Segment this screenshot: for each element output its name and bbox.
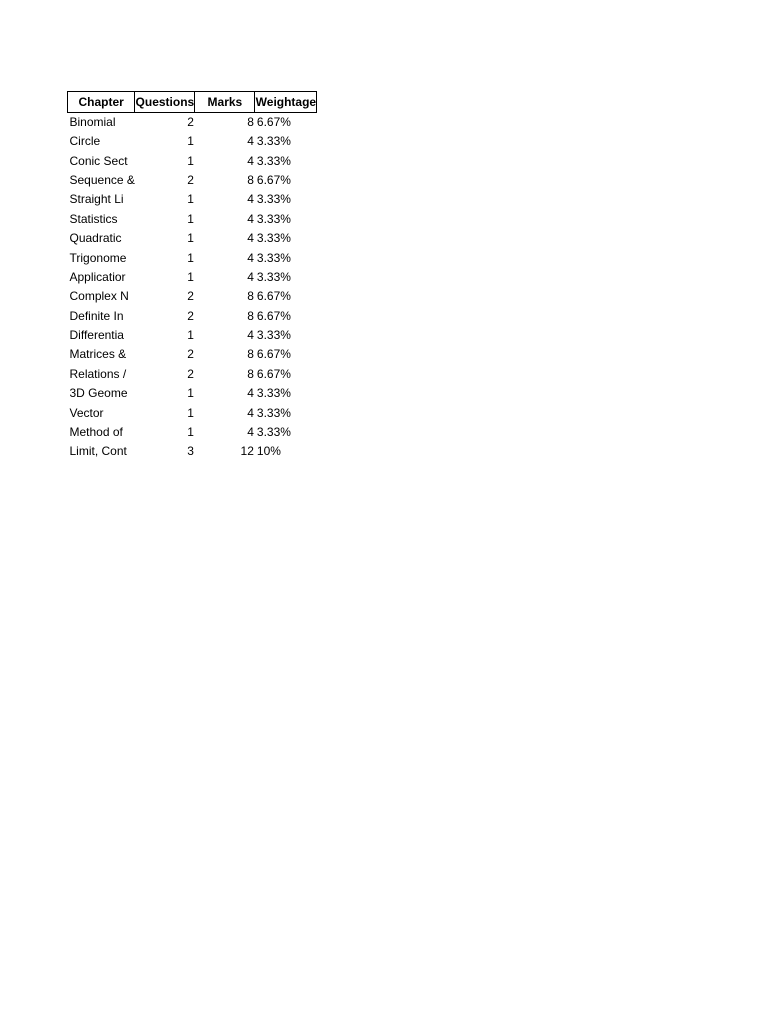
questions-cell: 1 [187,153,194,168]
chapter-cell: Matrices & [69,347,127,362]
questions-cell: 1 [187,231,194,246]
weightage-cell: 3.33% [256,192,291,207]
table-row [68,384,317,403]
chapter-cell: Complex N [69,289,129,304]
chapter-weightage-table [67,91,317,462]
weightage-cell: 3.33% [256,386,291,401]
marks-cell: 4 [247,192,254,207]
chapter-cell: Conic Sect [69,153,128,168]
questions-cell: 1 [187,405,194,420]
marks-cell: 4 [247,231,254,246]
marks-cell: 8 [247,115,254,129]
header-questions: Questions [135,92,195,113]
marks-cell: 4 [247,134,254,149]
marks-cell: 4 [247,269,254,284]
chapter-cell: Trigonome [69,250,127,265]
questions-cell: 1 [187,425,194,440]
table-row [68,248,317,267]
weightage-cell: 6.67% [256,347,291,362]
header-marks: Marks [195,92,255,113]
table-row [68,423,317,442]
header-chapter: Chapter [68,92,135,113]
questions-cell: 2 [187,115,194,129]
weightage-cell: 6.67% [256,172,291,187]
chapter-cell: Binomial [69,115,116,129]
questions-cell: 2 [187,347,194,362]
table-row [68,403,317,422]
table-row [68,268,317,287]
chapter-cell: 3D Geome [69,386,128,401]
chapter-cell: Circle [69,134,101,149]
marks-cell: 4 [247,328,254,343]
marks-cell: 8 [247,289,254,304]
questions-cell: 1 [187,269,194,284]
marks-cell: 4 [247,425,254,440]
questions-cell: 3 [187,444,194,459]
chapter-cell: Sequence & [69,172,135,187]
chapter-cell: Quadratic [69,231,122,246]
header-weightage: Weightage [255,92,317,113]
marks-cell: 4 [247,250,254,265]
marks-cell: 4 [247,153,254,168]
weightage-cell: 6.67% [256,366,291,381]
weightage-cell: 6.67% [256,308,291,323]
questions-cell: 2 [187,289,194,304]
chapter-cell: Vector [69,405,104,420]
weightage-cell: 3.33% [256,211,291,226]
marks-cell: 4 [247,405,254,420]
chapter-cell: Straight Li [69,192,124,207]
questions-cell: 1 [187,328,194,343]
table-row [68,326,317,345]
weightage-cell: 3.33% [256,405,291,420]
chapter-cell: Differentia [69,328,124,343]
questions-cell: 1 [187,386,194,401]
marks-cell: 8 [247,172,254,187]
chapter-cell: Method of [69,425,123,440]
chapter-cell: Limit, Cont [69,444,127,459]
questions-cell: 2 [187,308,194,323]
table-row [68,190,317,209]
weightage-cell: 3.33% [256,153,291,168]
questions-cell: 1 [187,250,194,265]
table-row [68,287,317,306]
weightage-cell: 3.33% [256,134,291,149]
questions-cell: 1 [187,192,194,207]
weightage-cell: 3.33% [256,328,291,343]
table-row [68,113,317,133]
chapter-cell: Statistics [69,211,118,226]
weightage-cell: 3.33% [256,425,291,440]
table-row [68,307,317,326]
table-row [68,132,317,151]
table-row [68,442,317,461]
weightage-cell: 3.33% [256,269,291,284]
marks-cell: 12 [240,444,254,459]
table-row [68,171,317,190]
chapter-cell: Definite In [69,308,124,323]
table-row [68,210,317,229]
weightage-cell: 6.67% [256,115,291,129]
questions-cell: 2 [187,366,194,381]
marks-cell: 8 [247,308,254,323]
questions-cell: 1 [187,211,194,226]
weightage-cell: 3.33% [256,250,291,265]
questions-cell: 2 [187,172,194,187]
weightage-cell: 3.33% [256,231,291,246]
header-row [68,92,317,113]
weightage-cell: 6.67% [256,289,291,304]
chapter-cell: Relations / [69,366,127,381]
marks-cell: 8 [247,347,254,362]
questions-cell: 1 [187,134,194,149]
table-row [68,229,317,248]
weightage-cell: 10% [256,444,281,459]
table-row [68,151,317,170]
table-row [68,345,317,364]
marks-cell: 8 [247,366,254,381]
chapter-cell: Applicatior [69,269,126,284]
marks-cell: 4 [247,386,254,401]
marks-cell: 4 [247,211,254,226]
table-row [68,365,317,384]
table-body [68,113,317,462]
